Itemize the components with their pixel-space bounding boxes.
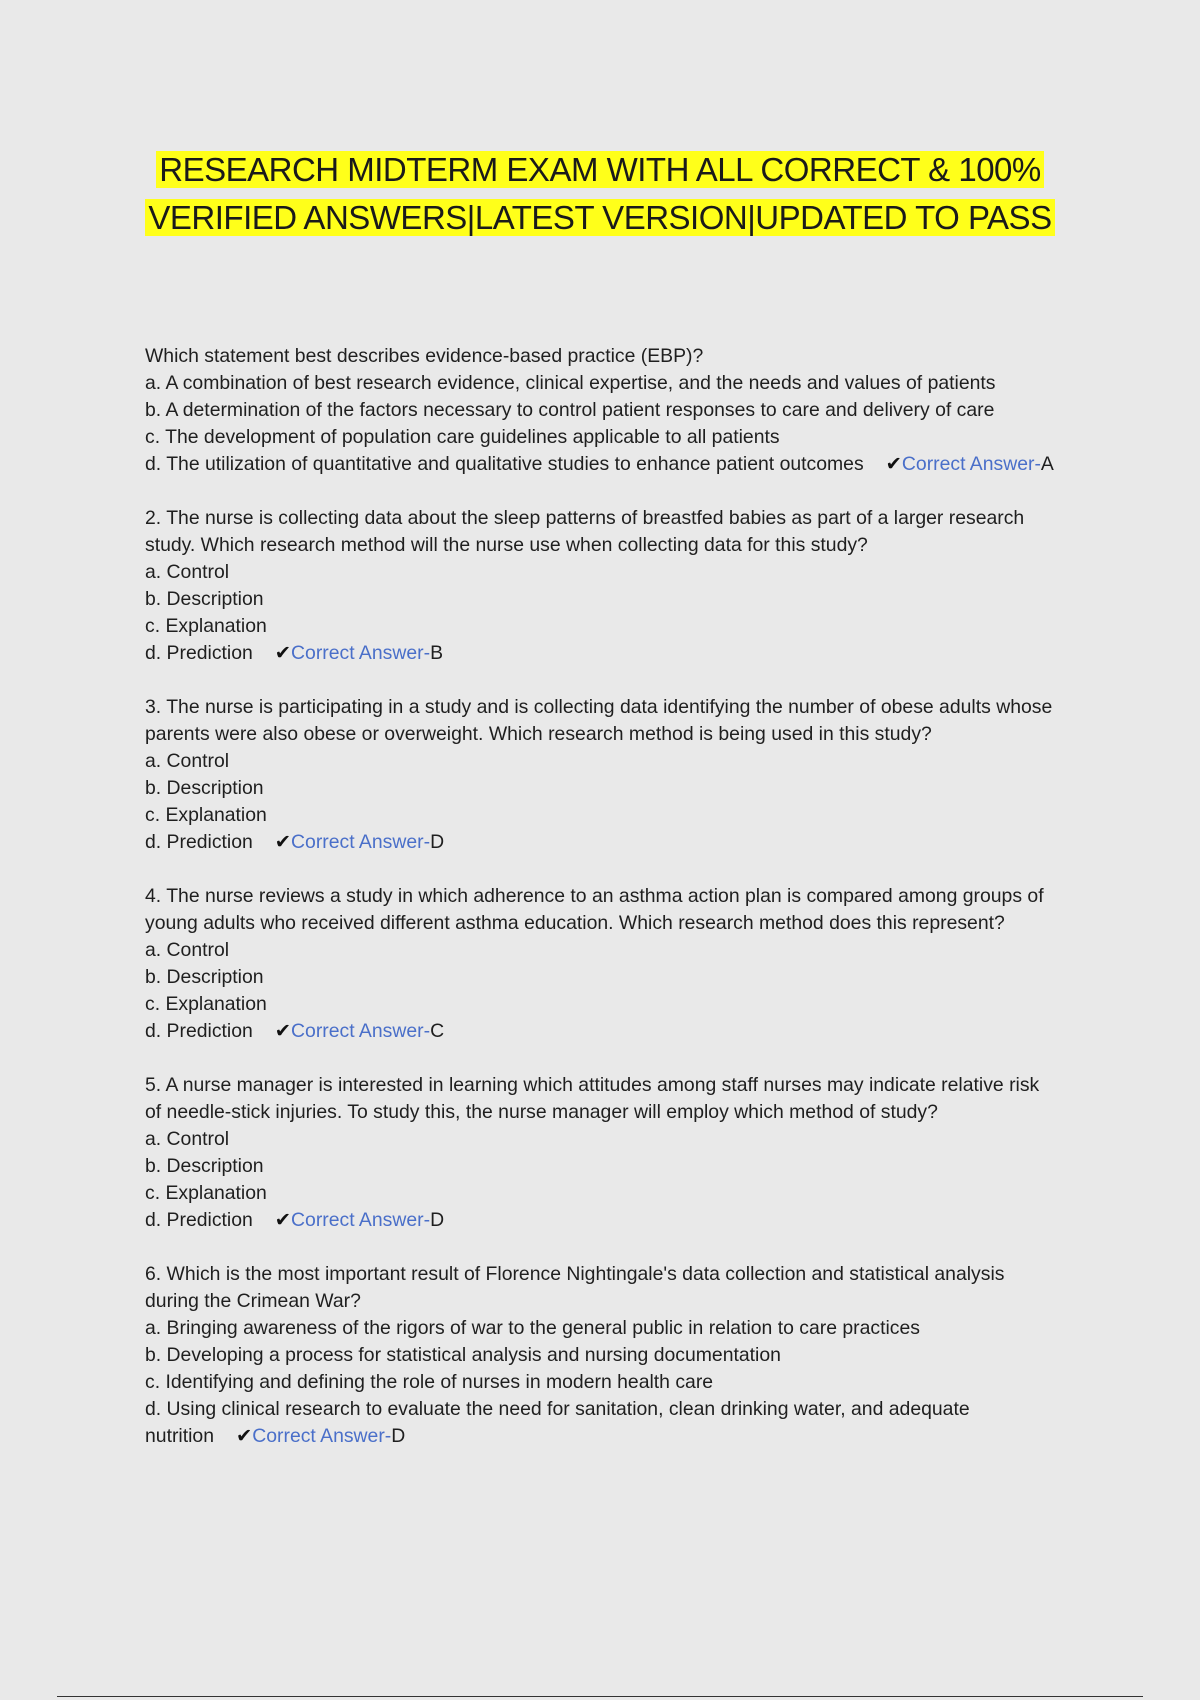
option-b: b. Description xyxy=(145,588,264,610)
question-list xyxy=(145,343,1055,1477)
question-3 xyxy=(145,694,1055,856)
correct-answer-value: C xyxy=(430,1020,445,1042)
correct-answer-label: Correct Answer- xyxy=(291,1209,431,1231)
question-6 xyxy=(145,1261,1055,1450)
correct-answer-value: B xyxy=(430,642,443,664)
question-1 xyxy=(145,343,1055,478)
option-c: c. Explanation xyxy=(145,615,267,637)
option-b: b. Description xyxy=(145,966,264,988)
check-icon: ✔ xyxy=(236,1425,253,1447)
correct-answer-label: Correct Answer- xyxy=(291,831,431,853)
option-d-with-answer xyxy=(145,451,1055,478)
correct-answer-label: Correct Answer- xyxy=(291,1020,431,1042)
option-b: b. Description xyxy=(145,777,264,799)
option-b: b. Developing a process for statistical analysis and nursing documentation xyxy=(145,1344,781,1366)
question-4 xyxy=(145,883,1055,1045)
option-c: c. Identifying and defining the role of nurses in modern health care xyxy=(145,1371,714,1393)
option-a: a. Control xyxy=(145,1128,230,1150)
correct-answer-label: Correct Answer- xyxy=(291,642,431,664)
option-d-with-answer xyxy=(145,1207,1055,1234)
option-d: d. Prediction xyxy=(145,642,253,664)
option-b: b. A determination of the factors necessary to control patient responses to care and delivery of care xyxy=(145,399,995,421)
option-d: d. The utilization of quantitative and qualitative studies to enhance patient outcomes xyxy=(145,453,864,475)
correct-answer-value: D xyxy=(391,1425,406,1447)
option-d: d. Prediction xyxy=(145,1209,253,1231)
correct-answer-value: D xyxy=(430,831,445,853)
option-d-with-answer xyxy=(145,1396,1055,1450)
correct-answer-label: Correct Answer- xyxy=(901,453,1041,475)
option-a: a. Control xyxy=(145,561,230,583)
document-title: RESEARCH MIDTERM EXAM WITH ALL CORRECT & 100% VERIFIED ANSWERS|LATEST VERSION|UPDATED TO PASS xyxy=(140,146,1060,242)
question-text: Which statement best describes evidence-based practice (EBP)? xyxy=(145,345,704,367)
correct-answer-value: D xyxy=(430,1209,445,1231)
option-c: c. Explanation xyxy=(145,1182,267,1204)
option-c: c. The development of population care guidelines applicable to all patients xyxy=(145,426,780,448)
option-a: a. Control xyxy=(145,750,230,772)
option-c: c. Explanation xyxy=(145,804,267,826)
option-d-with-answer xyxy=(145,1018,1055,1045)
question-text: 2. The nurse is collecting data about the sleep patterns of breastfed babies as part of a larger research study. Which research method will the nurse use when collecting data for this study? xyxy=(145,507,1025,556)
footer-divider xyxy=(57,1696,1143,1697)
correct-answer-value: A xyxy=(1040,453,1054,475)
option-d: d. Using clinical research to evaluate the need for sanitation, clean drinking water, and adequate nutrition xyxy=(145,1398,970,1447)
option-d: d. Prediction xyxy=(145,1020,253,1042)
question-5 xyxy=(145,1072,1055,1234)
question-text: 6. Which is the most important result of Florence Nightingale's data collection and statistical analysis during the Crimean War? xyxy=(145,1263,1005,1312)
check-icon: ✔ xyxy=(274,831,292,853)
correct-answer-label: Correct Answer- xyxy=(252,1425,392,1447)
check-icon: ✔ xyxy=(885,453,902,475)
check-icon: ✔ xyxy=(274,1020,292,1042)
option-d: d. Prediction xyxy=(145,831,253,853)
check-icon: ✔ xyxy=(274,642,292,664)
option-a: a. A combination of best research evidence, clinical expertise, and the needs and values of patients xyxy=(145,372,996,394)
option-a: a. Bringing awareness of the rigors of war to the general public in relation to care practices xyxy=(145,1317,920,1339)
check-icon: ✔ xyxy=(274,1209,292,1231)
option-d-with-answer xyxy=(145,829,1055,856)
option-d-with-answer xyxy=(145,640,1055,667)
option-c: c. Explanation xyxy=(145,993,267,1015)
question-text: 3. The nurse is participating in a study and is collecting data identifying the number of obese adults whose parents were also obese or overweight. Which research method is being used in this study? xyxy=(145,696,1053,745)
question-text: 4. The nurse reviews a study in which adherence to an asthma action plan is compared among groups of young adults who received different asthma education. Which research method does this represent? xyxy=(145,885,1044,934)
question-text: 5. A nurse manager is interested in learning which attitudes among staff nurses may indicate relative risk of needle-stick injuries. To study this, the nurse manager will employ which method of study? xyxy=(145,1074,1040,1123)
question-2 xyxy=(145,505,1055,667)
option-b: b. Description xyxy=(145,1155,264,1177)
option-a: a. Control xyxy=(145,939,230,961)
